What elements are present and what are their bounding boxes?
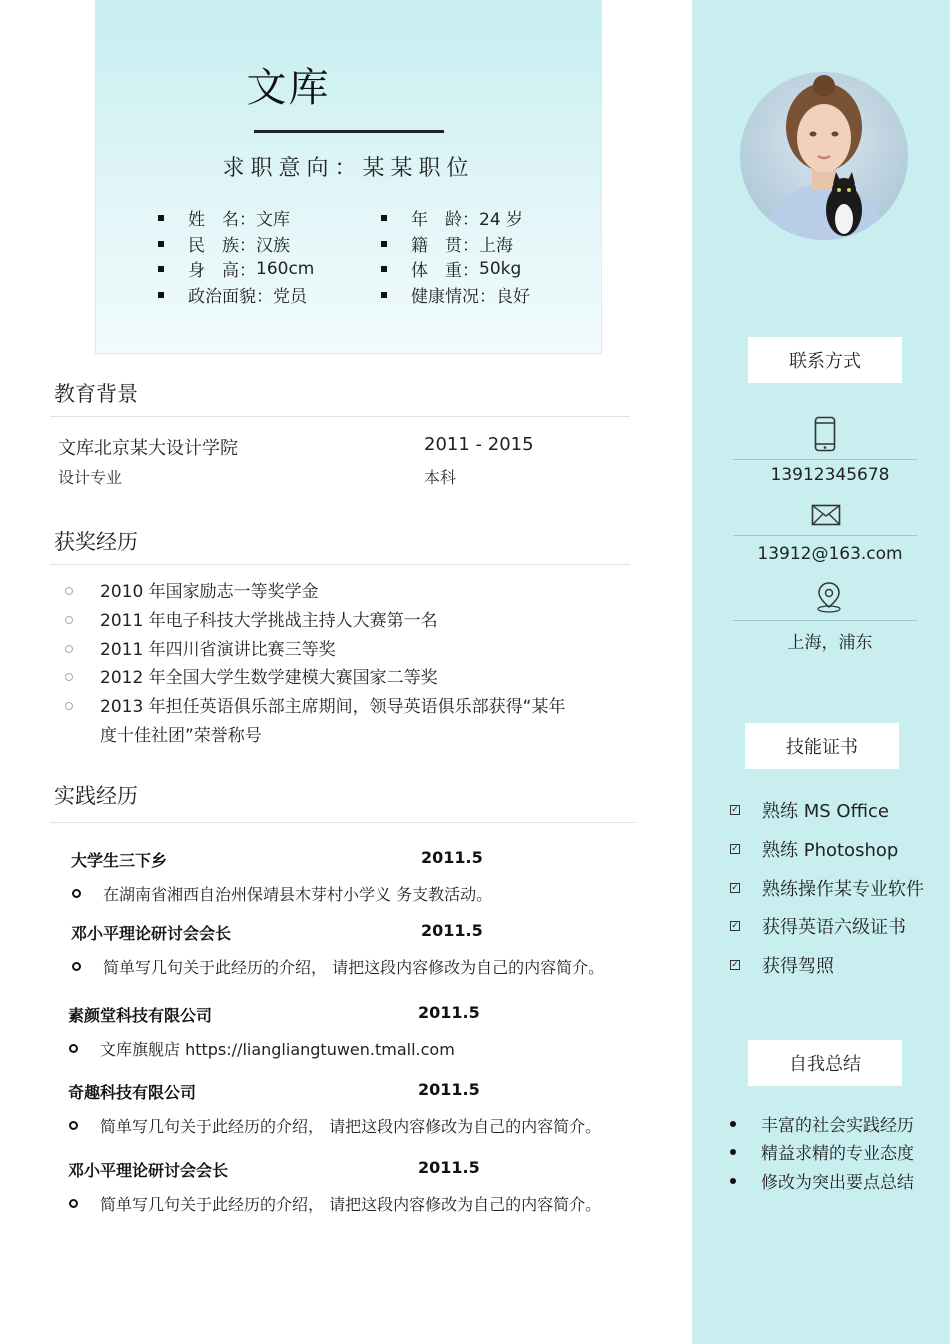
practice-desc: 简单写几句关于此经历的介绍， 请把这段内容修改为自己的内容简介。 <box>69 1114 601 1137</box>
practice-org: 邓小平理论研讨会会长 <box>71 924 232 943</box>
awards-title: 获奖经历 <box>54 530 138 554</box>
info-weight: 体 重： 50kg <box>381 256 521 281</box>
practice-desc: 文库旗舰店 https://liangliangtuwen.tmall.com <box>69 1037 455 1060</box>
email-address: 13912@163.com <box>757 544 903 564</box>
award-item: 2013 年担任英语俱乐部主席期间，领导英语俱乐部获得“某年度十佳社团”荣誉称号 <box>65 693 570 751</box>
avatar-portrait <box>740 72 908 240</box>
summary-item: 精益求精的专业态度 <box>730 1139 914 1164</box>
education-school: 文库北京某大设计学院 <box>58 438 238 459</box>
info-height: 身 高： 160cm <box>158 256 314 281</box>
practice-title: 实践经历 <box>54 784 138 808</box>
mail-icon <box>811 504 841 530</box>
checkbox-icon: ✓ <box>731 883 739 893</box>
education-title: 教育背景 <box>54 382 138 406</box>
practice-desc: 简单写几句关于此经历的介绍， 请把这段内容修改为自己的内容简介。 <box>69 1192 601 1215</box>
checkbox-icon: ✓ <box>731 844 739 854</box>
practice-org: 邓小平理论研讨会会长 <box>68 1161 229 1180</box>
info-hometown: 籍 贯： 上海 <box>381 231 513 256</box>
info-name: 姓 名： 文库 <box>158 205 290 230</box>
award-item: 2010 年国家励志一等奖学金 <box>65 578 585 607</box>
practice-date: 2011.5 <box>421 921 483 940</box>
practice-date: 2011.5 <box>418 1080 480 1099</box>
award-item: 2011 年电子科技大学挑战主持人大赛第一名 <box>65 607 585 636</box>
phone-icon <box>814 416 836 456</box>
name-underline <box>254 130 444 133</box>
contact-divider <box>733 620 917 621</box>
practice-org: 素颜堂科技有限公司 <box>68 1006 213 1025</box>
education-divider <box>50 416 630 417</box>
info-health: 健康情况： 良好 <box>381 282 530 307</box>
resume-name: 文库 <box>246 65 331 111</box>
summary-heading: 自我总结 <box>748 1040 902 1086</box>
info-political: 政治面貌： 党员 <box>158 282 307 307</box>
practice-desc: 简单写几句关于此经历的介绍， 请把这段内容修改为自己的内容简介。 <box>72 955 604 978</box>
checkbox-icon: ✓ <box>731 921 739 931</box>
practice-date: 2011.5 <box>421 848 483 867</box>
contact-divider <box>733 535 917 536</box>
awards-divider <box>50 564 630 565</box>
education-degree: 本科 <box>424 468 457 487</box>
practice-desc: 在湖南省湘西自治州保靖县木芽村小学义 务支教活动。 <box>72 882 492 905</box>
phone-number: 13912345678 <box>770 465 890 485</box>
skill-item: ✓ 熟练操作某专业软件 <box>731 879 924 900</box>
job-intent: 求职意向：某某职位 <box>222 156 475 181</box>
avatar <box>740 72 908 240</box>
education-major: 设计专业 <box>58 468 123 487</box>
skill-item: ✓ 熟练 Photoshop <box>731 840 899 861</box>
info-ethnicity: 民 族： 汉族 <box>158 231 290 256</box>
practice-divider <box>50 822 636 823</box>
award-item: 2011 年四川省演讲比赛三等奖 <box>65 636 585 665</box>
education-years: 2011 - 2015 <box>424 434 534 455</box>
info-age: 年 龄： 24 岁 <box>381 205 523 230</box>
skill-item: ✓ 熟练 MS Office <box>731 801 889 822</box>
award-item: 2012 年全国大学生数学建模大赛国家二等奖 <box>65 664 585 693</box>
practice-org: 大学生三下乡 <box>71 851 168 870</box>
practice-date: 2011.5 <box>418 1003 480 1022</box>
skill-item: ✓ 获得英语六级证书 <box>731 917 906 938</box>
contact-divider <box>733 459 917 460</box>
location-icon <box>815 581 843 617</box>
summary-item: 修改为突出要点总结 <box>730 1168 914 1193</box>
skill-item: ✓ 获得驾照 <box>731 956 834 977</box>
practice-org: 奇趣科技有限公司 <box>68 1083 197 1102</box>
summary-item: 丰富的社会实践经历 <box>730 1111 914 1136</box>
skills-heading: 技能证书 <box>745 723 899 769</box>
location-text: 上海，浦东 <box>787 633 873 653</box>
contact-heading: 联系方式 <box>748 337 902 383</box>
checkbox-icon: ✓ <box>731 960 739 970</box>
practice-date: 2011.5 <box>418 1158 480 1177</box>
checkbox-icon: ✓ <box>731 805 739 815</box>
